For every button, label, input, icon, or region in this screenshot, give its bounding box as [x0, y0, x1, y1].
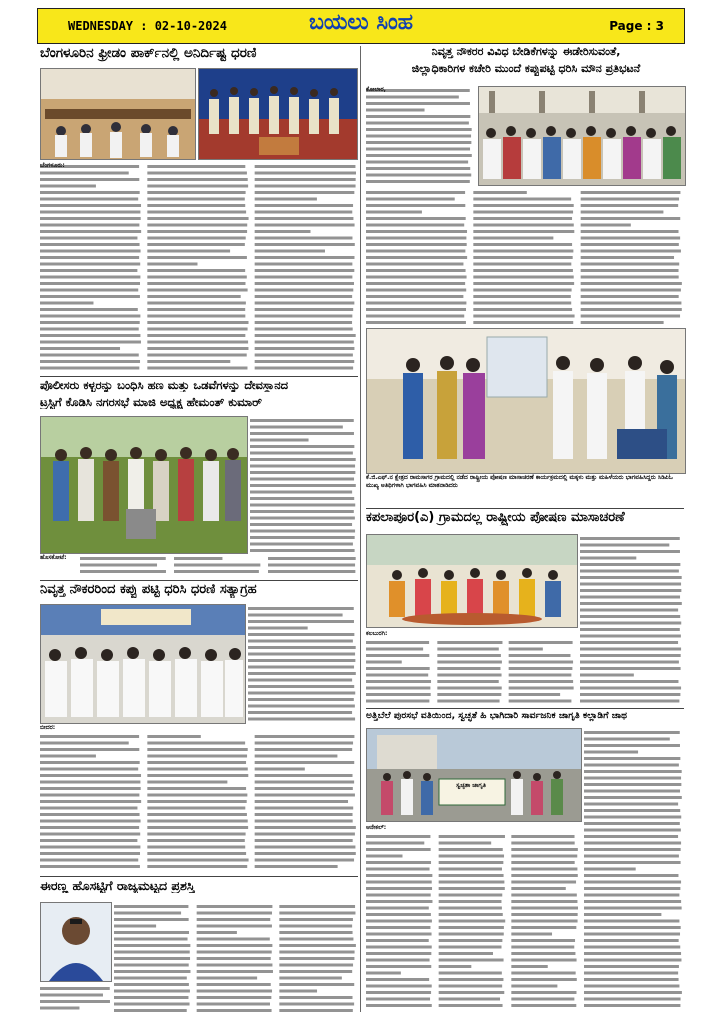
rally-banner-text: ಸ್ವಚ್ಛತಾ ಜಾಗೃತಿ [456, 782, 486, 789]
dateline-retired: ಕೋಲಾರ, [366, 86, 386, 93]
dateline-freedom-park: ಬೆಂಗಳೂರು: [40, 162, 65, 169]
article-text-police-bottom [80, 554, 358, 576]
section-rule [40, 580, 358, 581]
section-rule [366, 708, 684, 709]
photo-nutrition-kids [366, 534, 578, 628]
article-text-cleanliness-right [584, 728, 684, 1012]
photo-freedom-park-hall [40, 68, 196, 160]
headline-nutrition-month: ಕಪಲಾಪೂರ(ಎ) ಗ್ರಾಮದಲ್ಲ ರಾಷ್ಟ್ರೀಯ ಪೋಷಣ ಮಾಸಾಚರಣೆ [366, 511, 625, 525]
article-text-kappu-bottom [40, 732, 358, 872]
newspaper-title: ಬಯಲು ಸಿಂಹ [308, 10, 414, 35]
headline-cleanliness: ಅತ್ತಿಬೆಲೆ ಪುರಸಭೆ ವತಿಯಿಂದ, ಸ್ವಚ್ಛತೆ ಹಿ ಭಾಗಿದಾರಿ ಸಾರ್ವಜನಿಕ ಜಾಗೃತಿ ಕಲ್ಲಾಡಿಗೆ ಜಾಥ [366, 711, 628, 721]
headline-retired-line2: ಜಿಲ್ಲಾಧಿಕಾರಿಗಳ ಕಚೇರಿ ಮುಂದೆ ಕಪ್ಪುಪಟ್ಟಿ ಧರಿಸಿ ಮೌನ ಪ್ರತಿಭಟನೆ [411, 63, 641, 75]
article-text-award-left [40, 984, 114, 1012]
article-text-freedom-park [40, 162, 358, 374]
article-text-police-right [250, 416, 358, 552]
dateline-nutrition: ಕಲಬುರಗಿ: [366, 630, 388, 637]
photo-retired-dharna [40, 604, 246, 724]
photo-retired-protest [478, 86, 686, 186]
section-rule [366, 508, 684, 509]
article-text-retired-left [366, 86, 474, 184]
article-text-nutrition-body [366, 638, 576, 706]
headline-police-line1: ಪೊಲೀಸರು ಕಳ್ಳರನ್ನು ಬಂಧಿಸಿ ಹಣ ಮತ್ತು ಒಡವೆಗಳನ್ನು ದೇವಸ್ಥಾನದ [40, 379, 289, 392]
page-number: Page : 3 [609, 19, 664, 33]
portrait-photo [40, 902, 112, 982]
nutrition-photo-caption: ಕೆ.ಜಿ.ಎಫ್.ನ ಕ್ಷೇತ್ರದ ರಾಮಸಾಗರ ಗ್ರಾಮದಲ್ಲಿ ನಡೆದ ರಾಷ್ಟ್ರೀಯ ಪೋಷಣ ಮಾಸಾಚರಣೆ ಕಾರ್ಯಕ್ರಮದಲ್ಲಿ ಮಕ್ಕಳು ಮತ್ತು ಮಹಿಳೆಯರು ಭಾಗವಹಿಸಿದ್ದರು ಸಿಡಿಪಿಓ ಮುಖ್ಯ ಅತಿಥಿಗಳಾಗಿ ಭಾಗವಹಿಸಿ ಮಾತನಾಡಿದರು [366, 474, 673, 489]
article-text-retired-body [366, 188, 684, 326]
photo-police-group [40, 416, 248, 554]
newspaper-page [32, 6, 690, 1016]
photo-nutrition-event [366, 328, 686, 474]
article-text-award [114, 902, 358, 1012]
headline-freedom-park: ಬೆಂಗಳೂರಿನ ಫ್ರೀಡಂ ಪಾರ್ಕ್‌ನಲ್ಲಿ ಅನಿರ್ದಿಷ್ಟ ಧರಣಿ [40, 46, 257, 61]
photo-freedom-park-stage [198, 68, 358, 160]
dateline-kappu: ಬೀದರ: [40, 724, 56, 731]
masthead [37, 8, 685, 44]
headline-retired-line1: ನಿವೃತ್ತ ನೌಕರರ ವಿವಿಧ ಬೇಡಿಕೆಗಳನ್ನು ಈಡೇರಿಸುವಂತೆ, [431, 46, 621, 58]
column-divider [360, 46, 361, 1012]
section-rule [40, 376, 358, 377]
headline-police-line2: ಟ್ರಸ್ಟಿಗೆ ಕೊಡಿಸಿ ನಗರಸಭೆ ಮಾಜಿ ಅಧ್ಯಕ್ಷ ಹೇಮಂತ್ ಕುಮಾರ್ [40, 396, 262, 409]
article-text-kappu-right [248, 604, 358, 722]
article-text-nutrition-right [580, 534, 684, 706]
headline-award: ಈರಣ್ಣ ಹೊಸಟ್ಟಿಗೆ ರಾಜ್ಯಮಟ್ಟದ ಪ್ರಶಸ್ತಿ [40, 879, 195, 893]
dateline-police: ಹೊಸಕೋಟೆ: [40, 554, 67, 561]
photo-cleanliness-rally [366, 728, 582, 822]
dateline-cleanliness: ಆನೇಕಲ್: [366, 824, 387, 831]
headline-kappu-patti: ನಿವೃತ್ತ ನೌಕರರಿಂದ ಕಪ್ಪು ಪಟ್ಟಿ ಧರಿಸಿ ಧರಣಿ ಸತ್ಯಾಗ್ರಹ [40, 583, 257, 597]
issue-date: WEDNESDAY : 02-10-2024 [68, 19, 227, 33]
article-text-cleanliness-body [366, 832, 580, 1012]
section-rule [40, 876, 358, 877]
